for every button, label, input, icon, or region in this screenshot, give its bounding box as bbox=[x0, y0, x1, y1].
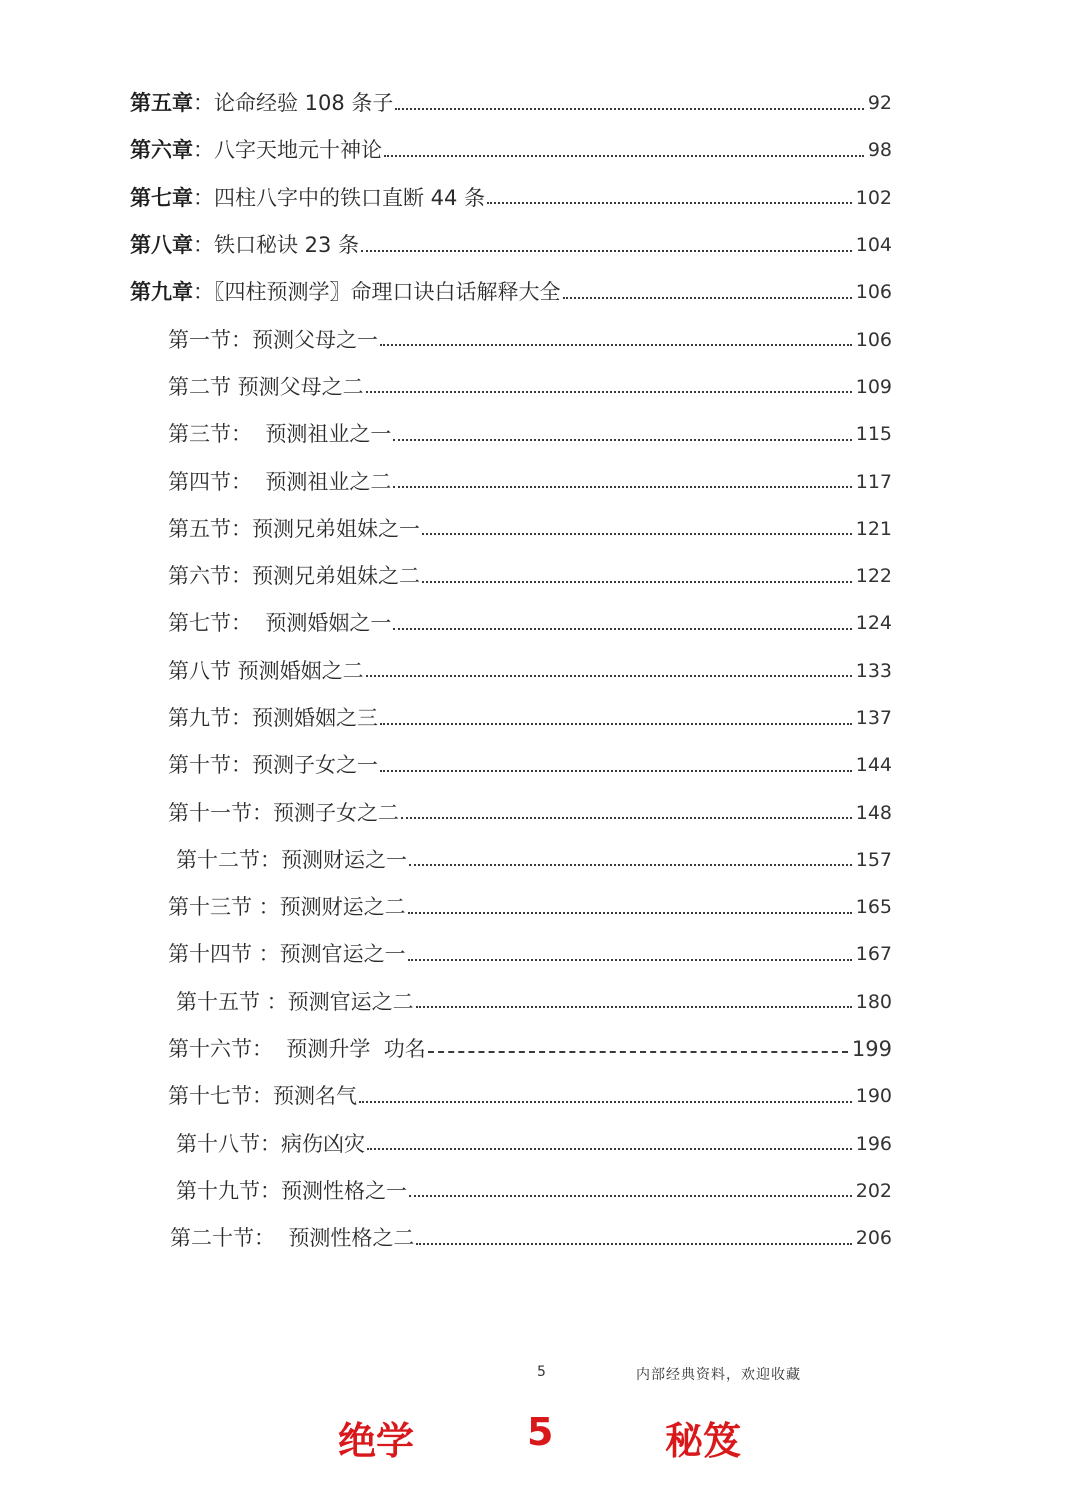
dot-leader bbox=[359, 1101, 852, 1103]
dot-leader bbox=[409, 1195, 852, 1197]
toc-section-row[interactable] bbox=[0, 600, 1080, 647]
toc-page-number: 133 bbox=[855, 659, 892, 682]
toc-section-row[interactable] bbox=[0, 979, 1080, 1026]
footer-page-number: 5 bbox=[537, 1364, 546, 1380]
footer-note: 内部经典资料，欢迎收藏 bbox=[636, 1367, 801, 1383]
toc-section-label: 第四节： 预测祖业之二 bbox=[168, 469, 392, 494]
toc-page-number: 109 bbox=[855, 375, 892, 398]
toc-section-row[interactable] bbox=[0, 316, 1080, 363]
chapter-title: ：〖四柱预测学〗命理口诀白话解释大全 bbox=[193, 280, 561, 305]
toc-section-label: 第十二节：预测财运之一 bbox=[176, 847, 407, 872]
dot-leader bbox=[408, 959, 852, 961]
toc-page-number: 148 bbox=[855, 801, 892, 824]
toc-chapter-row[interactable] bbox=[0, 222, 1080, 269]
toc-section-label: 第十七节：预测名气 bbox=[168, 1084, 357, 1109]
dash-leader bbox=[428, 1051, 848, 1053]
dot-leader bbox=[563, 297, 852, 299]
chapter-title: ：四柱八字中的铁口直断 44 条 bbox=[193, 185, 486, 210]
dot-leader bbox=[366, 391, 852, 393]
toc-page-number: 102 bbox=[855, 186, 892, 209]
dot-leader bbox=[409, 864, 852, 866]
toc-page-number: 199 bbox=[851, 1037, 892, 1062]
toc-section-row[interactable] bbox=[0, 1121, 1080, 1168]
dot-leader bbox=[384, 155, 864, 157]
toc-section-label: 第十八节：病伤凶灾 bbox=[176, 1131, 365, 1156]
toc-chapter-row[interactable] bbox=[0, 269, 1080, 316]
toc-section-label: 第十三节 ：预测财运之二 bbox=[168, 895, 406, 920]
dot-leader bbox=[487, 202, 852, 204]
watermark-right-text: 秘笈 bbox=[665, 1418, 742, 1463]
toc-section-row[interactable] bbox=[0, 789, 1080, 836]
toc-chapter-label bbox=[130, 185, 486, 210]
dot-leader bbox=[422, 533, 852, 535]
toc-section-row[interactable] bbox=[0, 884, 1080, 931]
toc-page-number: 165 bbox=[855, 896, 892, 919]
chapter-title: ：论命经验 108 条子 bbox=[193, 91, 394, 116]
toc-chapter-row[interactable] bbox=[0, 175, 1080, 222]
toc-page-number: 98 bbox=[867, 139, 892, 162]
toc-section-row[interactable] bbox=[0, 506, 1080, 553]
toc-section-label: 第七节： 预测婚姻之一 bbox=[168, 611, 392, 636]
dot-leader bbox=[401, 817, 852, 819]
toc-page-number: 104 bbox=[855, 234, 892, 257]
dot-leader bbox=[393, 439, 851, 441]
toc-chapter-row[interactable] bbox=[0, 127, 1080, 174]
dot-leader bbox=[380, 723, 852, 725]
chapter-title: ：八字天地元十神论 bbox=[193, 138, 382, 163]
toc-section-row[interactable] bbox=[0, 931, 1080, 978]
toc-section-row[interactable] bbox=[0, 1215, 1080, 1262]
toc-page-number: 137 bbox=[855, 707, 892, 729]
toc-page-number: 106 bbox=[855, 281, 892, 304]
toc-chapter-row[interactable] bbox=[0, 80, 1080, 127]
dot-leader bbox=[416, 1006, 852, 1008]
dot-leader bbox=[361, 250, 852, 252]
toc-section-label: 第十九节：预测性格之一 bbox=[176, 1178, 407, 1203]
toc-page-number: 121 bbox=[855, 517, 892, 540]
toc-page-number: 117 bbox=[855, 470, 892, 493]
toc-section-row[interactable] bbox=[0, 458, 1080, 505]
toc-section-label: 第二十节： 预测性格之二 bbox=[170, 1226, 415, 1251]
toc-chapter-label bbox=[130, 140, 382, 161]
toc-section-label: 第九节：预测婚姻之三 bbox=[168, 706, 378, 730]
dot-leader bbox=[393, 486, 851, 488]
toc-page-number: 180 bbox=[855, 990, 892, 1013]
toc-chapter-label bbox=[130, 282, 561, 303]
toc-section-row[interactable] bbox=[0, 364, 1080, 411]
toc-page-number: 124 bbox=[855, 612, 892, 635]
toc-section-row[interactable] bbox=[0, 837, 1080, 884]
toc-section-row[interactable] bbox=[0, 1026, 1080, 1073]
chapter-number: 第七章 bbox=[130, 185, 193, 210]
toc-section-row[interactable] bbox=[0, 742, 1080, 789]
toc-page-number: 92 bbox=[867, 92, 892, 115]
watermark-page-number: 5 bbox=[527, 1410, 554, 1454]
toc-section-label: 第十六节： 预测升学 功名 bbox=[168, 1037, 426, 1062]
toc-section-label: 第一节：预测父母之一 bbox=[168, 327, 378, 352]
chapter-title: ：铁口秘诀 23 条 bbox=[193, 233, 360, 258]
toc-page-number: 122 bbox=[855, 565, 892, 588]
toc-page-number: 206 bbox=[855, 1227, 892, 1250]
toc-section-label: 第十四节 ：预测官运之一 bbox=[168, 942, 406, 967]
toc-page-number: 144 bbox=[855, 754, 892, 777]
dot-leader bbox=[416, 1243, 851, 1245]
page-footer bbox=[0, 1364, 1080, 1386]
toc-section-label: 第六节：预测兄弟姐妹之二 bbox=[168, 564, 420, 589]
dot-leader bbox=[380, 770, 852, 772]
toc-section-row[interactable] bbox=[0, 553, 1080, 600]
dot-leader bbox=[393, 628, 851, 630]
dot-leader bbox=[422, 581, 852, 583]
toc-section-label: 第八节 预测婚姻之二 bbox=[168, 658, 364, 683]
toc-page-number: 106 bbox=[855, 328, 892, 351]
dot-leader bbox=[367, 1148, 852, 1150]
toc-section-row[interactable] bbox=[0, 648, 1080, 695]
toc-section-row[interactable] bbox=[0, 1168, 1080, 1215]
chapter-number: 第九章 bbox=[130, 280, 193, 305]
toc-page-number: 196 bbox=[855, 1132, 892, 1155]
toc-chapter-label bbox=[130, 93, 393, 114]
toc-section-label: 第十节：预测子女之一 bbox=[168, 753, 378, 778]
table-of-contents bbox=[0, 80, 1080, 1262]
dot-leader bbox=[408, 912, 852, 914]
toc-section-label: 第十五节 ：预测官运之二 bbox=[176, 989, 414, 1014]
toc-section-row[interactable] bbox=[0, 695, 1080, 742]
watermark-banner bbox=[0, 1410, 1080, 1470]
chapter-number: 第八章 bbox=[130, 233, 193, 258]
toc-section-row[interactable] bbox=[0, 411, 1080, 458]
toc-page-number: 157 bbox=[855, 848, 892, 871]
toc-section-row[interactable] bbox=[0, 1073, 1080, 1120]
toc-section-label: 第十一节：预测子女之二 bbox=[168, 800, 399, 825]
toc-page-number: 190 bbox=[855, 1085, 892, 1108]
toc-section-label: 第二节 预测父母之二 bbox=[168, 374, 364, 399]
dot-leader bbox=[366, 675, 852, 677]
chapter-number: 第六章 bbox=[130, 138, 193, 163]
watermark-left-text: 绝学 bbox=[338, 1418, 415, 1463]
toc-section-label: 第五节：预测兄弟姐妹之一 bbox=[168, 516, 420, 541]
chapter-number: 第五章 bbox=[130, 91, 193, 116]
dot-leader bbox=[380, 344, 852, 346]
toc-page-number: 115 bbox=[855, 423, 892, 446]
toc-page-number: 202 bbox=[855, 1179, 892, 1202]
toc-chapter-label bbox=[130, 235, 359, 256]
dot-leader bbox=[395, 108, 863, 110]
toc-page-number: 167 bbox=[855, 943, 892, 966]
toc-section-label: 第三节： 预测祖业之一 bbox=[168, 422, 392, 447]
